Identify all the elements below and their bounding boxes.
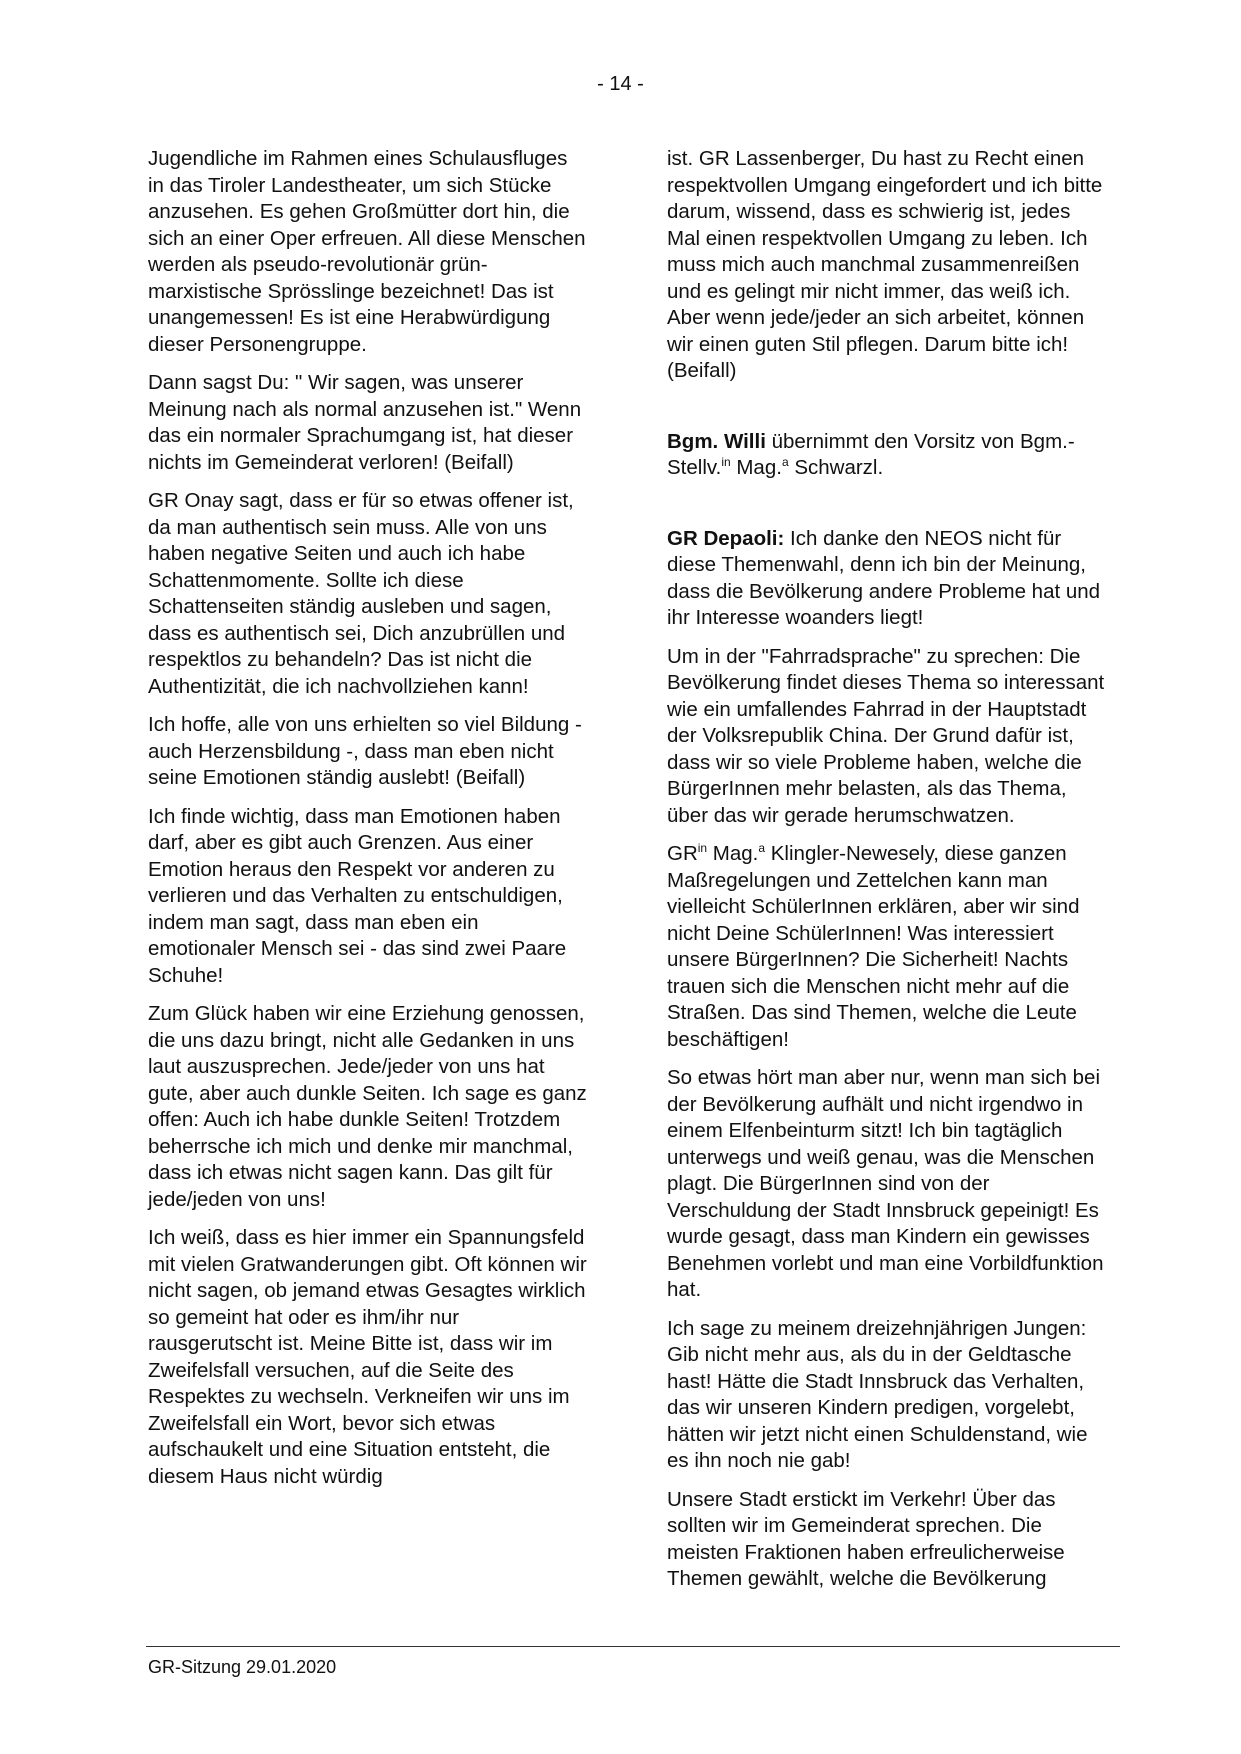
superscript: in <box>721 455 731 469</box>
footer-divider <box>146 1646 1120 1647</box>
paragraph: Ich sage zu meinem dreizehnjährigen Jungen: Gib nicht mehr aus, als du in der Geldtasche hast! Hätte die Stadt Innsbruck das Verhalten, das wir unseren Kindern predigen, vorgelebt, hätten wir jetzt nicht einen Schuldenstand, wie es ihn noch nie gab! <box>667 1316 1088 1472</box>
paragraph: Zum Glück haben wir eine Erziehung genossen, die uns dazu bringt, nicht alle Gedanken in uns laut auszusprechen. Jede/jeder von uns hat gute, aber auch dunkle Seiten. Ich sage es ganz offen: Auch ich habe dunkle Seiten! Trotzdem beherrsche ich mich und denke mir manchmal, dass ich etwas nicht sagen kann. Das gilt für jede/jeden von uns! <box>148 1002 587 1211</box>
speaker-name: Bgm. Willi <box>667 429 766 453</box>
paragraph: Jugendliche im Rahmen eines Schulausfluges in das Tiroler Landestheater, um sich Stücke anzusehen. Es gehen Großmütter dort hin, die sich an einer Oper erfreuen. All diese Menschen werden als pseudo-revolutionär grün-marxistische Sprösslinge bezeichnet! Das ist unangemessen! Es ist eine Herabwürdigung dieser Personengruppe. <box>148 147 586 356</box>
paragraph: GR Onay sagt, dass er für so etwas offener ist, da man authentisch sein muss. Alle von uns haben negative Seiten und auch ich habe Schattenmomente. Sollte ich diese Schattenseiten ständig ausleben und sagen, dass es authentisch sei, Dich anzubrüllen und respektlos zu behandeln? Das ist nicht die Authentizität, die ich nachvollziehen kann! <box>148 489 574 698</box>
paragraph <box>667 841 1107 1053</box>
paragraph: Unsere Stadt erstickt im Verkehr! Über das sollten wir im Gemeinderat sprechen. Die meisten Fraktionen haben erfreulicherweise Themen gewählt, welche die Bevölkerung <box>667 1487 1065 1590</box>
right-column <box>667 146 1107 1605</box>
speaker-name: GR Depaoli: <box>667 526 785 550</box>
superscript: a <box>758 841 766 855</box>
chair-text: übernimmt den Vorsitz von Bgm.-Stellv. <box>667 429 1075 479</box>
title-text: Mag. <box>707 842 759 865</box>
title-text: GR <box>667 842 698 865</box>
left-column <box>148 146 588 1502</box>
paragraph: Um in der "Fahrradsprache" zu sprechen: Die Bevölkerung findet dieses Thema so interessant wie ein umfallendes Fahrrad in der Hauptstadt der Volksrepublik China. Der Grund dafür ist, dass wir so viele Probleme haben, welche die BürgerInnen mehr belasten, als das Thema, über das wir gerade herumschwatzen. <box>667 644 1105 827</box>
footer-text: GR-Sitzung 29.01.2020 <box>148 1657 337 1677</box>
speech-text: Klingler-Newesely, diese ganzen Maßregelungen und Zettelchen kann man vielleicht SchülerInnen erklären, aber wir sind nicht Deine SchülerInnen! Was interessiert unsere BürgerInnen? Die Sicherheit! Nachts trauen sich die Menschen nicht mehr auf die Straßen. Das sind Themen, welche die Leute beschäftigen! <box>667 842 1080 1051</box>
paragraph: ist. GR Lassenberger, Du hast zu Recht einen respektvollen Umgang eingefordert und ich bitte darum, wissend, dass es schwierig ist, jedes Mal einen respektvollen Umgang zu leben. Ich muss mich auch manchmal zusammenreißen und es gelingt mir nicht immer, das weiß ich. Aber wenn jede/jeder an sich arbeitet, können wir einen guten Stil pflegen. Darum bitte ich! (Beifall) <box>667 147 1103 382</box>
paragraph: Ich weiß, dass es hier immer ein Spannungsfeld mit vielen Gratwanderungen gibt. Oft können wir nicht sagen, ob jemand etwas Gesagtes wirklich so gemeint hat oder es ihm/ihr nur rausgerutscht ist. Meine Bitte ist, dass wir im Zweifelsfall versuchen, auf die Seite des Respektes zu wechseln. Verkneifen wir uns im Zweifelsfall ein Wort, bevor sich etwas aufschaukelt und eine Situation entsteht, die diesem Haus nicht würdig <box>148 1226 587 1488</box>
paragraph: Ich hoffe, alle von uns erhielten so viel Bildung - auch Herzensbildung -, dass man eben nicht seine Emotionen ständig auslebt! (Beifall) <box>148 713 582 789</box>
chair-text: Mag. <box>730 456 782 479</box>
superscript: a <box>781 455 789 469</box>
superscript: in <box>697 841 708 855</box>
paragraph: Dann sagst Du: " Wir sagen, was unserer Meinung nach als normal anzusehen ist." Wenn das ein normaler Sprachumgang ist, hat dieser nichts im Gemeinderat verloren! (Beifall) <box>148 371 582 474</box>
page-number: - 14 - <box>597 73 644 95</box>
chair-change-note <box>667 429 1107 482</box>
paragraph: Ich finde wichtig, dass man Emotionen haben darf, aber es gibt auch Grenzen. Aus einer Emotion heraus den Respekt vor anderen zu verlieren und das Verhalten zu entschuldigen, indem man sagt, dass man eben ein emotionaler Mensch sei - das sind zwei Paare Schuhe! <box>148 804 567 987</box>
chair-text: Schwarzl. <box>788 456 884 479</box>
speaker-paragraph <box>667 526 1107 632</box>
paragraph: So etwas hört man aber nur, wenn man sich bei der Bevölkerung aufhält und nicht irgendwo in einem Elfenbeinturm sitzt! Ich bin tagtäglich unterwegs und weiß genau, was die Menschen plagt. Die BürgerInnen sind von der Verschuldung der Stadt Innsbruck gepeinigt! Es wurde gesagt, dass man Kindern ein gewisses Benehmen vorlebt und man eine Vorbildfunktion hat. <box>667 1066 1104 1301</box>
speech-text: Ich danke den NEOS nicht für diese Themenwahl, denn ich bin der Meinung, dass die Bevölkerung andere Probleme hat und ihr Interesse woanders liegt! <box>667 526 1101 629</box>
